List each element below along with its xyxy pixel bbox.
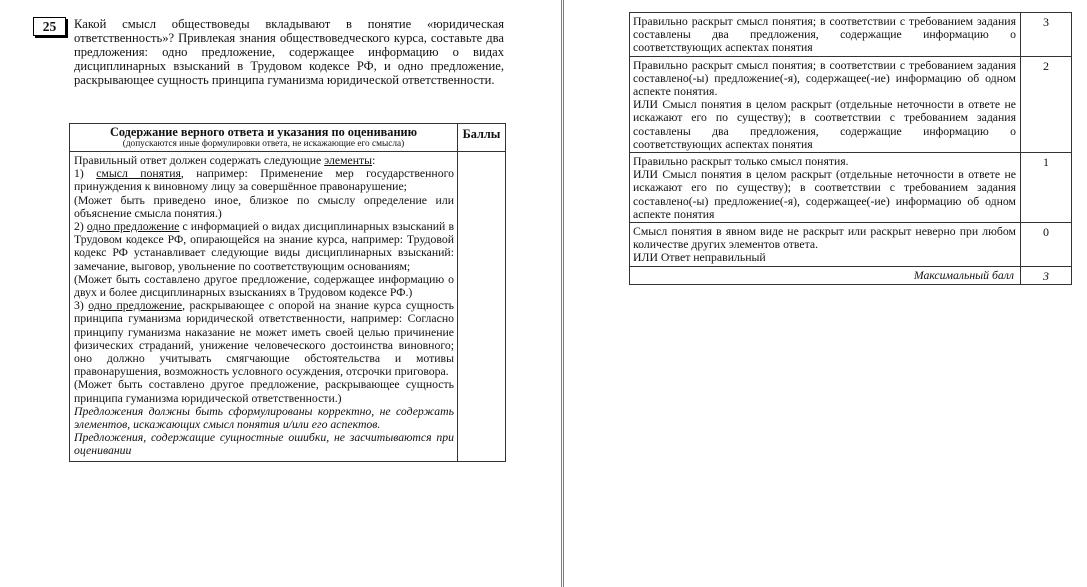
answer-element-2: 2) одно предложение с информацией о видах дисциплинарных взысканий в Трудовом кодексе РФ, опирающейся на знание курса, например: Трудовой кодекс РФ устанавливает следующие виды дисциплинарных взысканий: замечание, выговор, увольнение по соответствующим основаниям; — [74, 220, 454, 273]
answer-table-title: Содержание верного ответа и указания по оцениванию — [109, 125, 418, 139]
task-number-box: 25 — [33, 17, 66, 36]
right-page — [563, 0, 1087, 587]
criteria-score: 0 — [1043, 225, 1049, 240]
max-score-value: 3 — [1043, 268, 1049, 283]
answer-content — [70, 152, 458, 461]
criteria-score: 1 — [1043, 155, 1049, 170]
criteria-row-2 — [630, 57, 1071, 153]
answer-table-score-header: Баллы — [462, 127, 501, 141]
criteria-row-0 — [630, 223, 1071, 267]
criteria-text: Смысл понятия в явном виде не раскрыт или раскрыт неверно при любом количестве других элементов ответа. ИЛИ Ответ неправильный — [630, 223, 1021, 266]
answer-element-1: 1) смысл понятия, например: Применение мер государственного принуждения к виновному лицу за совершённое правонарушение; — [74, 167, 454, 194]
max-score-label: Максимальный балл — [630, 267, 1021, 284]
criteria-max-row — [630, 267, 1071, 284]
criteria-score: 3 — [1043, 15, 1049, 29]
answer-table-header — [70, 124, 505, 152]
criteria-text: Правильно раскрыт смысл понятия; в соответствии с требованием задания составлено(-ы) предложение(-я), содержащее(-ие) информацию об одном аспекте понятия. ИЛИ Смысл понятия в целом раскрыт (отдельные неточности в ответе не искажают его по существу); в соответствии с требованием задания составлены два предложения, содержащие информацию о соответствующих аспектах понятия — [630, 57, 1021, 152]
answer-italic-note-1: Предложения должны быть сформулированы корректно, не содержать элементов, искажающих смысл понятия и/или его аспектов. — [74, 404, 454, 432]
answer-element-3: 3) одно предложение, раскрывающее с опорой на знание курса сущность принципа гуманизма юридической ответственности, например: Согласно принципу гуманизма наказание не может иметь своей целью причинение физических страданий, унижение человеческого достоинства виновного; оно должно учитывать смягчающие обстоятельства и мотивы правонарушения, возможность условного осуждения, отсрочки приговора. — [74, 299, 454, 379]
answer-element-2-note: (Может быть составлено другое предложение, содержащее информацию о двух и более дисциплинарных взысканиях в Трудовом кодексе РФ.) — [74, 272, 454, 300]
answer-element-3-note: (Может быть составлено другое предложение, раскрывающее сущность принципа гуманизма юридической ответственности.) — [74, 378, 454, 405]
answer-italic-note-2: Предложения, содержащие сущностные ошибки, не засчитываются при оценивании — [74, 431, 454, 458]
answer-table — [69, 123, 506, 462]
answer-score-cell — [458, 152, 505, 461]
answer-element-1-note: (Может быть приведено иное, близкое по смыслу определение или объяснение смысла понятия.) — [74, 193, 454, 220]
criteria-score: 2 — [1043, 58, 1049, 73]
criteria-row-3 — [630, 13, 1071, 57]
criteria-row-1 — [630, 153, 1071, 223]
criteria-text: Правильно раскрыт только смысл понятия. ИЛИ Смысл понятия в целом раскрыт (отдельные неточности в ответе не искажают его по существу); в соответствии с требованием задания составлено(-ы) предложение(-я), содержащее(-ие) информацию об одном аспекте понятия — [630, 153, 1021, 222]
criteria-text: Правильно раскрыт смысл понятия; в соответствии с требованием задания составлены два предложения, содержащие информацию о соответствующих аспектах понятия — [630, 13, 1021, 56]
answer-table-subtitle: (допускаются иные формулировки ответа, не искажающие его смысла) — [122, 139, 405, 149]
answer-intro: Правильный ответ должен содержать следующие элементы: — [74, 154, 376, 167]
criteria-table — [629, 12, 1072, 285]
answer-table-header-main — [70, 124, 458, 151]
task-question: Какой смысл обществоведы вкладывают в понятие «юридическая ответственность»? Привлекая знания обществоведческого курса, составьте два предложения: одно предложение, содержащее информацию о видах дисциплинарных взысканий в Трудовом кодексе РФ, и одно предложение, раскрывающее сущность принципа гуманизма юридической ответственности. — [74, 17, 504, 88]
answer-table-body — [70, 152, 505, 461]
